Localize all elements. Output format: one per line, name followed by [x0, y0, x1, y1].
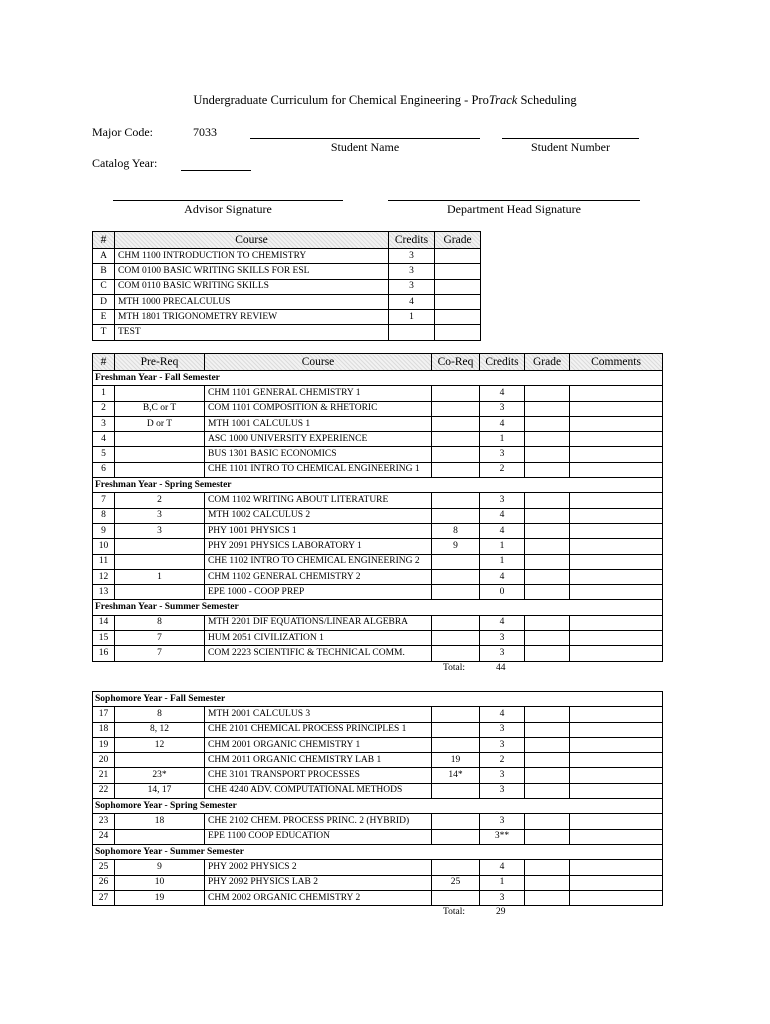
course-name: PHY 1001 PHYSICS 1 — [205, 523, 432, 538]
credits: 4 — [480, 386, 525, 401]
course-name: HUM 2051 CIVILIZATION 1 — [205, 631, 432, 646]
header-grade: Grade — [525, 354, 570, 371]
credits: 3 — [389, 249, 435, 264]
header-credits: Credits — [389, 232, 435, 249]
advisor-signature-field[interactable] — [113, 200, 343, 201]
table-row — [93, 249, 481, 264]
course-name: CHE 1102 INTRO TO CHEMICAL ENGINEERING 2 — [205, 554, 432, 569]
course-name: EPE 1100 COOP EDUCATION — [205, 829, 432, 844]
comments-cell[interactable] — [570, 814, 663, 829]
course-number: 13 — [93, 585, 115, 600]
coreq — [432, 416, 480, 431]
coreq — [432, 401, 480, 416]
prereq: 12 — [115, 737, 205, 752]
table-row — [93, 264, 481, 279]
row-id: C — [93, 279, 115, 294]
course-name: CHM 1100 INTRODUCTION TO CHEMISTRY — [115, 249, 389, 264]
header-number: # — [93, 354, 115, 371]
course-number: 27 — [93, 890, 115, 905]
credits: 3** — [480, 829, 525, 844]
credits: 2 — [480, 462, 525, 477]
comments-cell[interactable] — [570, 523, 663, 538]
course-name: ASC 1000 UNIVERSITY EXPERIENCE — [205, 432, 432, 447]
table-row — [93, 783, 663, 798]
comments-cell[interactable] — [570, 707, 663, 722]
freshman-course-table — [92, 353, 663, 662]
prerequisite-table — [92, 231, 481, 341]
course-name: COM 1101 COMPOSITION & RHETORIC — [205, 401, 432, 416]
course-number: 11 — [93, 554, 115, 569]
prereq: 9 — [115, 860, 205, 875]
grade-cell[interactable] — [525, 829, 570, 844]
grade-cell[interactable] — [525, 860, 570, 875]
credits: 4 — [480, 416, 525, 431]
course-name: COM 2223 SCIENTIFIC & TECHNICAL COMM. — [205, 646, 432, 661]
comments-cell[interactable] — [570, 768, 663, 783]
header-credits: Credits — [480, 354, 525, 371]
comments-cell[interactable] — [570, 447, 663, 462]
course-number: 21 — [93, 768, 115, 783]
credits: 2 — [480, 753, 525, 768]
header-course: Course — [205, 354, 432, 371]
prereq — [115, 585, 205, 600]
course-number: 9 — [93, 523, 115, 538]
credits: 3 — [480, 722, 525, 737]
course-name: COM 0110 BASIC WRITING SKILLS — [115, 279, 389, 294]
comments-cell[interactable] — [570, 722, 663, 737]
coreq — [432, 814, 480, 829]
course-name: CHM 2001 ORGANIC CHEMISTRY 1 — [205, 737, 432, 752]
coreq — [432, 585, 480, 600]
semester-header-row — [93, 692, 663, 707]
row-id: A — [93, 249, 115, 264]
grade-cell[interactable] — [525, 646, 570, 661]
course-table-header — [93, 354, 663, 371]
comments-cell[interactable] — [570, 493, 663, 508]
coreq — [432, 646, 480, 661]
credits: 4 — [480, 615, 525, 630]
comments-cell[interactable] — [570, 829, 663, 844]
grade-cell[interactable] — [435, 264, 481, 279]
comments-cell[interactable] — [570, 631, 663, 646]
prereq: 7 — [115, 646, 205, 661]
table-row — [93, 386, 663, 401]
coreq — [432, 493, 480, 508]
prereq: 23* — [115, 768, 205, 783]
coreq — [432, 783, 480, 798]
credits: 4 — [480, 860, 525, 875]
comments-cell[interactable] — [570, 585, 663, 600]
table-row — [93, 722, 663, 737]
course-number: 26 — [93, 875, 115, 890]
prerequisite-table-header — [93, 232, 481, 249]
semester-title: Freshman Year - Spring Semester — [93, 478, 663, 493]
course-number: 1 — [93, 386, 115, 401]
semester-header-row — [93, 478, 663, 493]
semester-header-row — [93, 371, 663, 386]
course-name: MTH 1000 PRECALCULUS — [115, 294, 389, 309]
course-name: MTH 2201 DIF EQUATIONS/LINEAR ALGEBRA — [205, 615, 432, 630]
grade-cell[interactable] — [525, 737, 570, 752]
comments-cell[interactable] — [570, 875, 663, 890]
title-suffix: Scheduling — [517, 93, 577, 107]
table-row — [93, 707, 663, 722]
prereq: 2 — [115, 493, 205, 508]
credits: 3 — [480, 646, 525, 661]
coreq — [432, 890, 480, 905]
table-row — [93, 768, 663, 783]
coreq: 8 — [432, 523, 480, 538]
coreq — [432, 860, 480, 875]
course-name: COM 1102 WRITING ABOUT LITERATURE — [205, 493, 432, 508]
course-number: 14 — [93, 615, 115, 630]
course-number: 8 — [93, 508, 115, 523]
credits: 3 — [389, 264, 435, 279]
credits: 3 — [480, 631, 525, 646]
course-number: 19 — [93, 737, 115, 752]
comments-cell[interactable] — [570, 386, 663, 401]
coreq — [432, 432, 480, 447]
course-number: 5 — [93, 447, 115, 462]
table-row — [93, 569, 663, 584]
major-code-value: 7033 — [193, 125, 217, 139]
prereq: 1 — [115, 569, 205, 584]
prereq: 3 — [115, 523, 205, 538]
comments-cell[interactable] — [570, 539, 663, 554]
coreq — [432, 737, 480, 752]
course-name: CHM 2011 ORGANIC CHEMISTRY LAB 1 — [205, 753, 432, 768]
course-number: 6 — [93, 462, 115, 477]
major-code-label: Major Code: — [92, 125, 153, 139]
course-number: 16 — [93, 646, 115, 661]
prereq — [115, 432, 205, 447]
grade-cell[interactable] — [525, 890, 570, 905]
grade-cell[interactable] — [435, 294, 481, 309]
comments-cell[interactable] — [570, 615, 663, 630]
title-italic: Track — [488, 93, 518, 107]
course-number: 20 — [93, 753, 115, 768]
course-name: BUS 1301 BASIC ECONOMICS — [205, 447, 432, 462]
course-number: 17 — [93, 707, 115, 722]
page-title — [0, 93, 770, 108]
coreq — [432, 508, 480, 523]
grade-cell[interactable] — [525, 631, 570, 646]
coreq — [432, 386, 480, 401]
coreq: 19 — [432, 753, 480, 768]
prereq — [115, 554, 205, 569]
header-comments: Comments — [570, 354, 663, 371]
row-id: B — [93, 264, 115, 279]
coreq — [432, 631, 480, 646]
table-row — [93, 860, 663, 875]
coreq — [432, 462, 480, 477]
sophomore-total-value: 29 — [496, 907, 506, 917]
comments-cell[interactable] — [570, 753, 663, 768]
coreq — [432, 707, 480, 722]
freshman-total-value: 44 — [496, 663, 506, 673]
table-row — [93, 737, 663, 752]
grade-cell[interactable] — [525, 386, 570, 401]
table-row — [93, 310, 481, 325]
dept-head-signature-field[interactable] — [388, 200, 640, 201]
credits: 3 — [480, 814, 525, 829]
prereq: 18 — [115, 814, 205, 829]
coreq — [432, 447, 480, 462]
course-number: 10 — [93, 539, 115, 554]
credits: 3 — [480, 447, 525, 462]
grade-cell[interactable] — [525, 493, 570, 508]
comments-cell[interactable] — [570, 646, 663, 661]
student-number-label: Student Number — [531, 140, 610, 154]
credits: 3 — [480, 768, 525, 783]
sophomore-total-label: Total: — [443, 907, 466, 917]
title-prefix: Undergraduate Curriculum for Chemical Engineering - Pro — [193, 93, 489, 107]
dept-head-signature-label: Department Head Signature — [447, 202, 581, 216]
grade-cell[interactable] — [525, 707, 570, 722]
comments-cell[interactable] — [570, 860, 663, 875]
coreq: 14* — [432, 768, 480, 783]
credits: 3 — [389, 279, 435, 294]
credits: 1 — [480, 539, 525, 554]
student-name-label: Student Name — [330, 140, 400, 154]
prereq: 3 — [115, 508, 205, 523]
course-name: MTH 2001 CALCULUS 3 — [205, 707, 432, 722]
grade-cell[interactable] — [525, 462, 570, 477]
course-name: CHE 2101 CHEMICAL PROCESS PRINCIPLES 1 — [205, 722, 432, 737]
course-name: CHM 2002 ORGANIC CHEMISTRY 2 — [205, 890, 432, 905]
course-number: 3 — [93, 416, 115, 431]
table-row — [93, 585, 663, 600]
credits — [389, 325, 435, 340]
grade-cell[interactable] — [525, 416, 570, 431]
grade-cell[interactable] — [525, 753, 570, 768]
comments-cell[interactable] — [570, 554, 663, 569]
header-grade: Grade — [435, 232, 481, 249]
course-name: PHY 2091 PHYSICS LABORATORY 1 — [205, 539, 432, 554]
sophomore-course-table — [92, 691, 663, 906]
prereq: 14, 17 — [115, 783, 205, 798]
course-number: 4 — [93, 432, 115, 447]
comments-cell[interactable] — [570, 432, 663, 447]
credits: 0 — [480, 585, 525, 600]
coreq — [432, 615, 480, 630]
grade-cell[interactable] — [525, 875, 570, 890]
advisor-signature-label: Advisor Signature — [184, 202, 272, 216]
credits: 4 — [389, 294, 435, 309]
row-id: D — [93, 294, 115, 309]
header-course: Course — [115, 232, 389, 249]
course-name: TEST — [115, 325, 389, 340]
catalog-year-label: Catalog Year: — [92, 156, 158, 170]
prereq — [115, 462, 205, 477]
grade-cell[interactable] — [525, 814, 570, 829]
credits: 1 — [480, 554, 525, 569]
grade-cell[interactable] — [525, 539, 570, 554]
prereq — [115, 539, 205, 554]
comments-cell[interactable] — [570, 737, 663, 752]
grade-cell[interactable] — [525, 569, 570, 584]
credits: 4 — [480, 508, 525, 523]
comments-cell[interactable] — [570, 569, 663, 584]
comments-cell[interactable] — [570, 890, 663, 905]
course-number: 12 — [93, 569, 115, 584]
credits: 4 — [480, 523, 525, 538]
semester-header-row — [93, 600, 663, 615]
comments-cell[interactable] — [570, 416, 663, 431]
grade-cell[interactable] — [435, 279, 481, 294]
comments-cell[interactable] — [570, 508, 663, 523]
grade-cell[interactable] — [525, 554, 570, 569]
semester-title: Freshman Year - Summer Semester — [93, 600, 663, 615]
semester-title: Sophomore Year - Spring Semester — [93, 799, 663, 814]
row-id: T — [93, 325, 115, 340]
grade-cell[interactable] — [435, 325, 481, 340]
prereq: 8 — [115, 707, 205, 722]
table-row — [93, 554, 663, 569]
prereq: 8 — [115, 615, 205, 630]
student-number-field[interactable] — [502, 138, 639, 139]
course-name: MTH 1801 TRIGONOMETRY REVIEW — [115, 310, 389, 325]
table-row — [93, 279, 481, 294]
grade-cell[interactable] — [525, 432, 570, 447]
prereq: 7 — [115, 631, 205, 646]
comments-cell[interactable] — [570, 783, 663, 798]
table-row — [93, 462, 663, 477]
grade-cell[interactable] — [525, 783, 570, 798]
prereq — [115, 753, 205, 768]
course-name: COM 0100 BASIC WRITING SKILLS FOR ESL — [115, 264, 389, 279]
table-row — [93, 447, 663, 462]
table-row — [93, 539, 663, 554]
grade-cell[interactable] — [525, 447, 570, 462]
credits: 3 — [480, 737, 525, 752]
credits: 4 — [480, 707, 525, 722]
credits: 3 — [480, 493, 525, 508]
course-number: 23 — [93, 814, 115, 829]
table-row — [93, 401, 663, 416]
course-name: CHM 1102 GENERAL CHEMISTRY 2 — [205, 569, 432, 584]
coreq: 9 — [432, 539, 480, 554]
coreq — [432, 569, 480, 584]
header-coreq: Co-Req — [432, 354, 480, 371]
student-name-field[interactable] — [250, 138, 480, 139]
prereq: 19 — [115, 890, 205, 905]
course-name: MTH 1002 CALCULUS 2 — [205, 508, 432, 523]
comments-cell[interactable] — [570, 462, 663, 477]
semester-title: Sophomore Year - Fall Semester — [93, 692, 663, 707]
table-row — [93, 646, 663, 661]
course-name: CHE 1101 INTRO TO CHEMICAL ENGINEERING 1 — [205, 462, 432, 477]
course-number: 7 — [93, 493, 115, 508]
grade-cell[interactable] — [525, 523, 570, 538]
grade-cell[interactable] — [525, 585, 570, 600]
credits: 1 — [480, 875, 525, 890]
course-name: CHM 1101 GENERAL CHEMISTRY 1 — [205, 386, 432, 401]
semester-title: Sophomore Year - Summer Semester — [93, 844, 663, 859]
grade-cell[interactable] — [525, 768, 570, 783]
catalog-year-field[interactable] — [181, 170, 251, 171]
header-prereq: Pre-Req — [115, 354, 205, 371]
coreq: 25 — [432, 875, 480, 890]
credits: 3 — [480, 890, 525, 905]
table-row — [93, 493, 663, 508]
prereq — [115, 447, 205, 462]
grade-cell[interactable] — [435, 310, 481, 325]
course-name: PHY 2002 PHYSICS 2 — [205, 860, 432, 875]
row-id: E — [93, 310, 115, 325]
table-row — [93, 508, 663, 523]
table-row — [93, 432, 663, 447]
table-row — [93, 416, 663, 431]
course-name: MTH 1001 CALCULUS 1 — [205, 416, 432, 431]
table-row — [93, 631, 663, 646]
coreq — [432, 829, 480, 844]
semester-header-row — [93, 799, 663, 814]
semester-title: Freshman Year - Fall Semester — [93, 371, 663, 386]
credits: 3 — [480, 783, 525, 798]
credits: 1 — [480, 432, 525, 447]
prereq — [115, 386, 205, 401]
course-number: 22 — [93, 783, 115, 798]
course-number: 18 — [93, 722, 115, 737]
course-number: 25 — [93, 860, 115, 875]
prereq — [115, 829, 205, 844]
course-name: PHY 2092 PHYSICS LAB 2 — [205, 875, 432, 890]
grade-cell[interactable] — [525, 615, 570, 630]
table-row — [93, 294, 481, 309]
prereq: 10 — [115, 875, 205, 890]
credits: 3 — [480, 401, 525, 416]
table-row — [93, 325, 481, 340]
freshman-total-label: Total: — [443, 663, 466, 673]
comments-cell[interactable] — [570, 401, 663, 416]
course-number: 24 — [93, 829, 115, 844]
table-row — [93, 875, 663, 890]
grade-cell[interactable] — [435, 249, 481, 264]
course-name: CHE 2102 CHEM. PROCESS PRINC. 2 (HYBRID) — [205, 814, 432, 829]
table-row — [93, 615, 663, 630]
grade-cell[interactable] — [525, 401, 570, 416]
table-row — [93, 814, 663, 829]
course-name: CHE 4240 ADV. COMPUTATIONAL METHODS — [205, 783, 432, 798]
table-row — [93, 890, 663, 905]
table-row — [93, 829, 663, 844]
table-row — [93, 523, 663, 538]
grade-cell[interactable] — [525, 722, 570, 737]
semester-header-row — [93, 844, 663, 859]
course-number: 2 — [93, 401, 115, 416]
coreq — [432, 722, 480, 737]
prereq: B,C or T — [115, 401, 205, 416]
course-name: CHE 3101 TRANSPORT PROCESSES — [205, 768, 432, 783]
prereq: D or T — [115, 416, 205, 431]
course-name: EPE 1000 - COOP PREP — [205, 585, 432, 600]
table-row — [93, 753, 663, 768]
credits: 4 — [480, 569, 525, 584]
grade-cell[interactable] — [525, 508, 570, 523]
header-number: # — [93, 232, 115, 249]
course-number: 15 — [93, 631, 115, 646]
credits: 1 — [389, 310, 435, 325]
coreq — [432, 554, 480, 569]
prereq: 8, 12 — [115, 722, 205, 737]
